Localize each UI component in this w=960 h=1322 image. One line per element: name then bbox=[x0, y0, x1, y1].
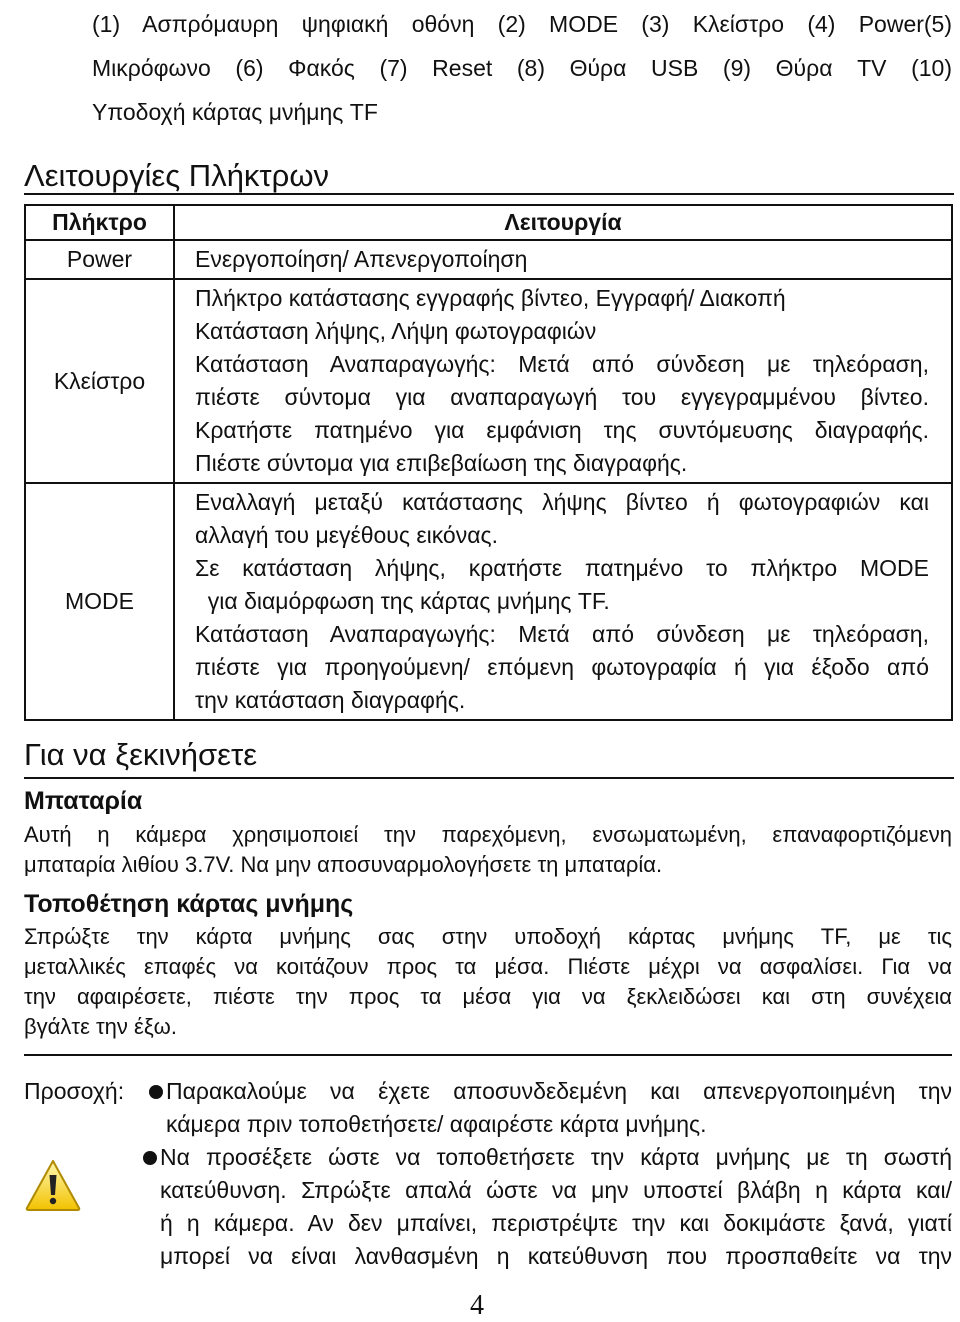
header-function: Λειτουργία bbox=[174, 205, 952, 240]
function-line: Κατάσταση λήψης, Λήψη φωτογραφιών bbox=[195, 318, 597, 344]
table-row bbox=[25, 279, 952, 483]
function-line: Σε κατάσταση λήψης, κρατήστε πατημένο το πλήκτρο MODE bbox=[195, 555, 929, 581]
battery-heading: Μπαταρία bbox=[24, 787, 143, 815]
function-line: Ενεργοποίηση/ Απενεργοποίηση bbox=[195, 246, 528, 272]
paragraph-line: μπαταρία λιθίου 3.7V. Να μην αποσυναρμολογήσετε τη μπαταρία. bbox=[24, 852, 663, 877]
function-line: Πλήκτρο κατάστασης εγγραφής βίντεο, Εγγραφή/ Διακοπή bbox=[195, 285, 786, 311]
caution-line: μπορεί να είναι λανθασμένη η κατεύθυνση που προσπαθείτε να την bbox=[160, 1243, 952, 1269]
table-row bbox=[25, 240, 952, 279]
function-line: πιέστε σύντομα για αναπαραγωγή του εγγεγραμμένου βίντεο. bbox=[195, 384, 929, 410]
section-rule bbox=[24, 777, 954, 779]
separator-line bbox=[24, 1054, 952, 1056]
table-row bbox=[25, 483, 952, 720]
function-line: Πιέστε σύντομα για επιβεβαίωση της διαγραφής. bbox=[195, 450, 688, 476]
key-name: Power bbox=[25, 240, 174, 279]
caution-label: Προσοχή: bbox=[24, 1078, 125, 1104]
function-line: την κατάσταση διαγραφής. bbox=[195, 687, 466, 713]
warning-icon bbox=[24, 1158, 82, 1212]
function-line: πιέστε για προηγούμενη/ επόμενη φωτογραφία ή για έξοδο από bbox=[195, 654, 929, 680]
function-line: Εναλλαγή μεταξύ κατάστασης λήψης βίντεο ή φωτογραφιών και bbox=[195, 489, 929, 515]
paragraph-line: μεταλλικές επαφές να κοιτάζουν προς τα μέσα. Πιέστε μέχρι να ασφαλίσει. Για να bbox=[24, 954, 952, 979]
key-name: Κλείστρο bbox=[25, 279, 174, 483]
memory-card-paragraph bbox=[24, 922, 952, 1042]
caution-line: κάμερα πριν τοποθετήσετε/ αφαιρέστε κάρτα μνήμης. bbox=[166, 1111, 707, 1137]
page-number: 4 bbox=[470, 1290, 484, 1321]
paragraph-line: βγάλτε την έξω. bbox=[24, 1014, 177, 1039]
getting-started-title: Για να ξεκινήσετε bbox=[24, 737, 258, 772]
caution-bullet-1 bbox=[166, 1075, 952, 1141]
key-functions-title: Λειτουργίες Πλήκτρων bbox=[24, 158, 330, 193]
key-name: MODE bbox=[25, 483, 174, 720]
paragraph-line: την αφαιρέσετε, πιέστε την προς τα μέσα για να ξεκλειδώσει και στη συνέχεια bbox=[24, 984, 952, 1009]
parts-list bbox=[92, 2, 952, 134]
caution-line: Να προσέξετε ώστε να τοποθετήσετε την κάρτα μνήμης με τη σωστή bbox=[160, 1144, 952, 1170]
function-description bbox=[174, 240, 952, 279]
function-line: Κρατήστε πατημένο για εμφάνιση της συντόμευσης διαγραφής. bbox=[195, 417, 929, 443]
caution-line: Παρακαλούμε να έχετε αποσυνδεδεμένη και απενεργοποιημένη την bbox=[166, 1078, 952, 1104]
function-line: Κατάσταση Αναπαραγωγής: Μετά από σύνδεση με τηλεόραση, bbox=[195, 351, 929, 377]
battery-paragraph bbox=[24, 820, 952, 880]
caution-bullet-2 bbox=[160, 1141, 952, 1273]
header-key: Πλήκτρο bbox=[25, 205, 174, 240]
parts-line: (1) Ασπρόμαυρη ψηφιακή οθόνη (2) MODE (3) Κλείστρο (4) Power(5) bbox=[92, 11, 952, 37]
paragraph-line: Αυτή η κάμερα χρησιμοποιεί την παρεχόμενη, ενσωματωμένη, επαναφορτιζόμενη bbox=[24, 822, 952, 847]
bullet-dot bbox=[149, 1085, 163, 1099]
section-rule bbox=[24, 193, 954, 195]
function-line: αλλαγή του μεγέθους εικόνας. bbox=[195, 522, 498, 548]
function-description bbox=[174, 279, 952, 483]
function-description bbox=[174, 483, 952, 720]
table-header-row bbox=[25, 205, 952, 240]
function-line: Κατάσταση Αναπαραγωγής: Μετά από σύνδεση με τηλεόραση, bbox=[195, 621, 929, 647]
parts-line: Μικρόφωνο (6) Φακός (7) Reset (8) Θύρα USB (9) Θύρα TV (10) bbox=[92, 55, 952, 81]
key-functions-table bbox=[24, 204, 953, 721]
bullet-dot bbox=[143, 1151, 157, 1165]
caution-line: ή η κάμερα. Αν δεν μπαίνει, περιστρέψτε την και δοκιμάστε ξανά, γιατί bbox=[160, 1210, 952, 1236]
parts-line: Υποδοχή κάρτας μνήμης TF bbox=[92, 99, 378, 125]
memory-card-heading: Τοποθέτηση κάρτας μνήμης bbox=[24, 890, 354, 918]
paragraph-line: Σπρώξτε την κάρτα μνήμης σας στην υποδοχή κάρτας μνήμης TF, με τις bbox=[24, 924, 952, 949]
caution-line: κατεύθυνση. Σπρώξτε απαλά ώστε να μην υποστεί βλάβη η κάρτα και/ bbox=[160, 1177, 952, 1203]
function-line: για διαμόρφωση της κάρτας μνήμης TF. bbox=[195, 588, 610, 614]
